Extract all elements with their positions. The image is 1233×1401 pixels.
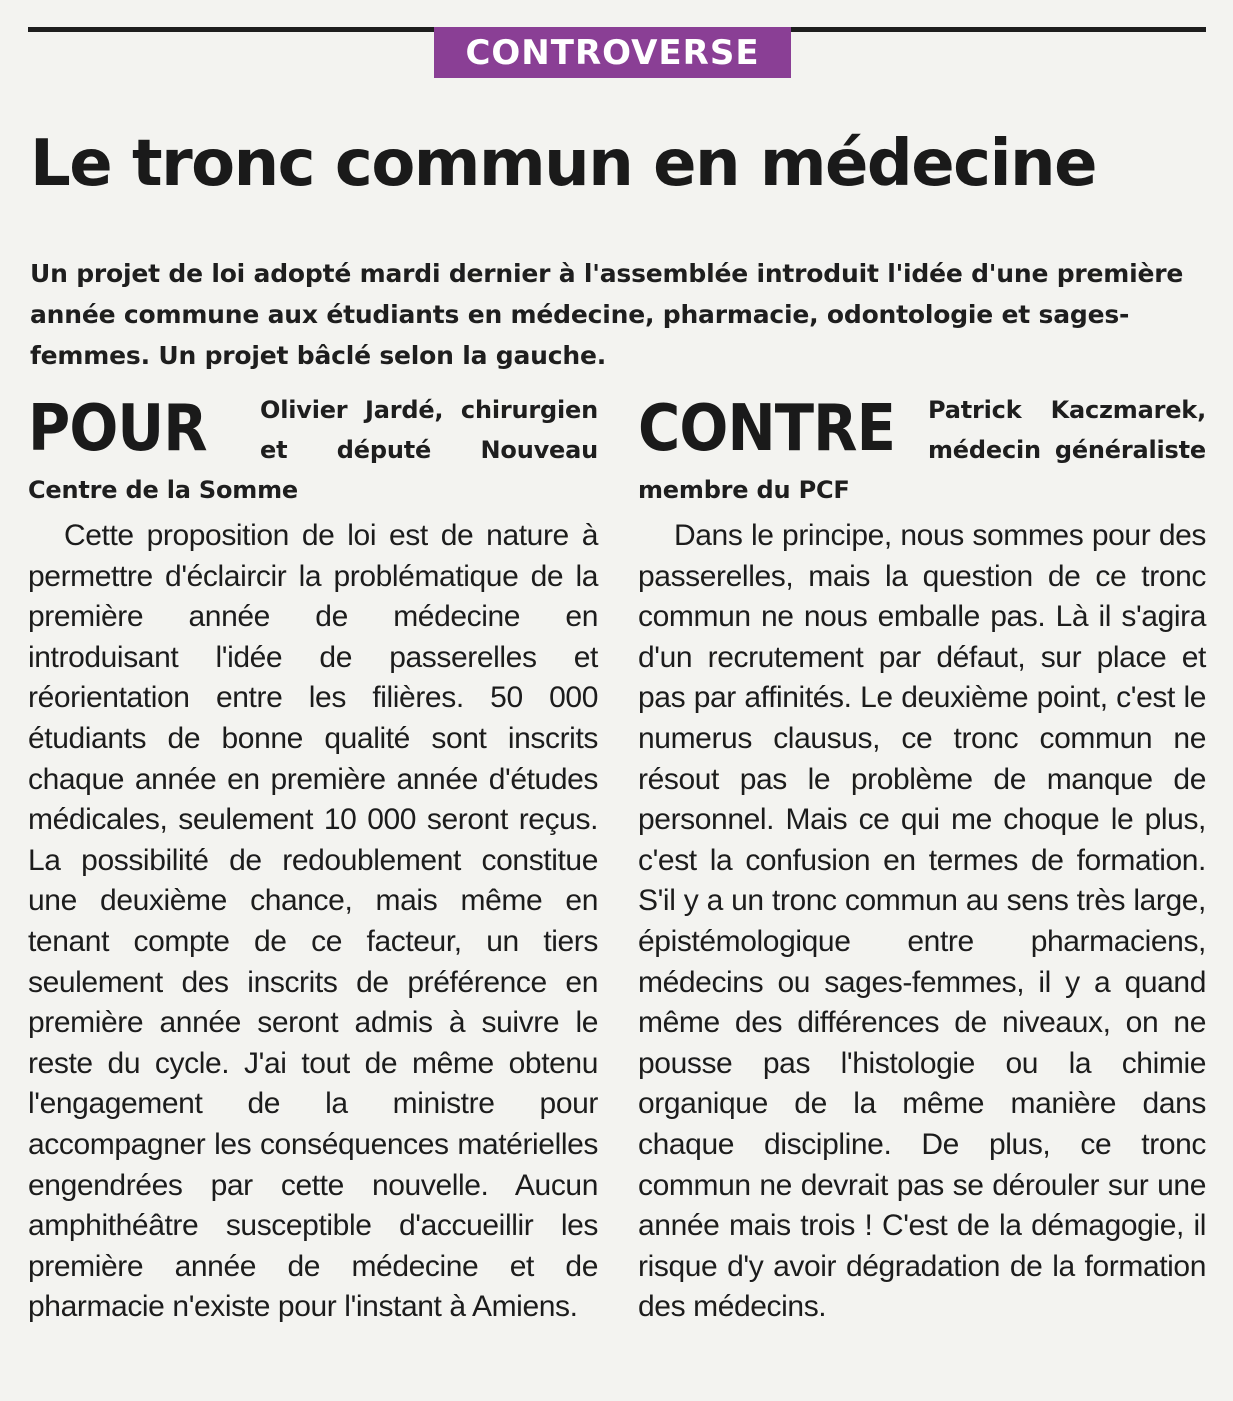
pour-label: POUR <box>28 392 207 466</box>
pour-byline: Olivier Jardé, chirurgien et député Nouveau Centre de la Somme <box>28 396 598 504</box>
contre-byline: Patrick Kaczmarek, médecin généraliste membre du PCF <box>638 396 1206 504</box>
rubric-label: CONTROVERSE <box>465 32 760 73</box>
article-lead: Un projet de loi adopté mardi dernier à l'assemblée introduit l'idée d'une première année commune aux étudiants en médecine, pharmacie, odontologie et sages-femmes. Un projet bâclé selon la gauche. <box>30 259 1184 370</box>
contre-text: Dans le principe, nous sommes pour des passerelles, mais la question de ce tronc commun ne nous emballe pas. Là il s'agira d'un recrutement par défaut, sur place et pas par affinités. Le deuxième point, c'est le numerus clausus, ce tronc commun ne résout pas le problème de manque de personnel. Mais ce qui me choque le plus, c'est la confusion en termes de formation. S'il y a un tronc commun au sens très large, épistémologique entre pharmaciens, médecins ou sages-femmes, il y a quand même des différences de niveaux, on ne pousse pas l'histologie ou la chimie organique de la même manière dans chaque discipline. De plus, ce tronc commun ne devrait pas se dérouler sur une année mais trois ! C'est de la démagogie, il risque d'y avoir dégradation de la formation des médecins. <box>638 519 1206 1324</box>
contre-column <box>638 390 1206 1328</box>
pour-text: Cette proposition de loi est de nature à permettre d'éclaircir la problématique de la première année de médecine en introduisant l'idée de passerelles et réorientation entre les filières. 50 000 étudiants de bonne qualité sont inscrits chaque année en première année d'études médicales, seulement 10 000 seront reçus. La possibilité de redoublement constitue une deuxième chance, mais même en tenant compte de ce facteur, un tiers seulement des inscrits de préférence en première année seront admis à suivre le reste du cycle. J'ai tout de même obtenu l'engagement de la ministre pour accompagner les conséquences matérielles engendrées par cette nouvelle. Aucun amphithéâtre susceptible d'accueillir les première année de médecine et de pharmacie n'existe pour l'instant à Amiens. <box>28 519 598 1324</box>
rubric-badge <box>434 27 791 78</box>
contre-label: CONTRE <box>638 392 896 466</box>
pour-column <box>28 390 598 1328</box>
article-headline: Le tronc commun en médecine <box>30 127 1096 201</box>
